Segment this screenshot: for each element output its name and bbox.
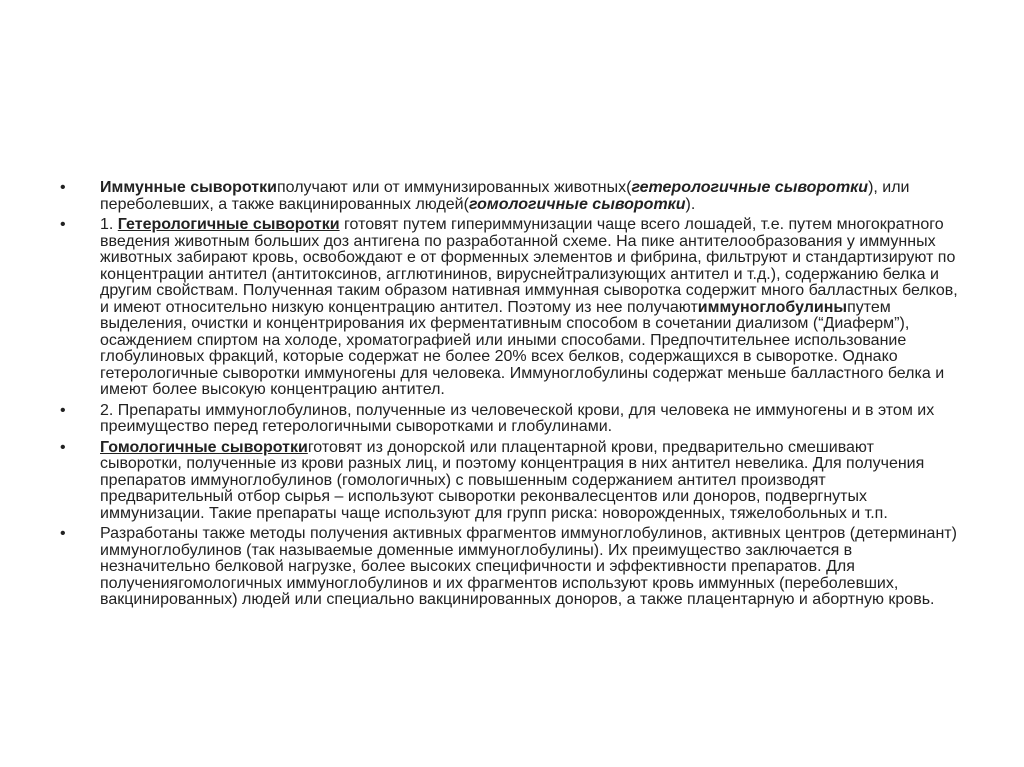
item-text: путем выделения, очистки и концентрирования их ферментативным способом в сочетании диализом (“Диаферм”), осаждением спиртом на холоде, хроматографией или иными способами. Предпочтительнее использование глобулиновых фракций, которые содержат не более 20% всех белков, содержащихся в сыворотке. Однако гетерологичные сыворотки иммуногены для человека. Иммуноглобулины содержат меньше балластного белка и имеют более высокую концентрацию антител.: [100, 298, 945, 398]
item-text: 2. Препараты иммуноглобулинов, полученные из человеческой крови, для человека не иммуногены и в этом их преимущество перед гетерологичными сыворотками и глобулинами.: [100, 401, 935, 435]
term-immunoglobulins: иммуноглобулины: [697, 298, 848, 316]
bullet-marker: •: [60, 216, 66, 233]
list-item-heterologous: [60, 217, 960, 399]
list-item-human-immunoglobulins: [60, 403, 960, 436]
item-number: 1.: [100, 216, 118, 233]
list-item-homologous: [60, 440, 960, 523]
item-text: готовят путем гипериммунизации чаще всего лошадей, т.е. путем многократного введения животным больших доз антигена по разработанной схеме. На пике антителообразования у иммунных животных забирают кровь, освобождают е от форменных элементов и фибрина, фильтруют и стандартизируют по концентрации антител (антитоксинов, агглютининов, вируснейтрализующих антител и т.д.), содержанию белка и другим свойствам. Полученная таким образом нативная иммунная сыворотка содержит много балластных белков, и имеют относительно низкую концентрацию антител. Поэтому из нее получают: [100, 216, 958, 316]
term-heterologous-sera: Гетерологичные сыворотки: [117, 216, 340, 233]
term-homologous-sera: гомологичные сыворотки: [468, 195, 686, 213]
bullet-list: [60, 180, 960, 613]
item-text: получают или от иммунизированных животных(: [276, 179, 632, 196]
list-item-fragments: [60, 526, 960, 609]
term-heterologous-sera: гетерологичные сыворотки: [631, 179, 869, 196]
item-text: ).: [685, 195, 696, 213]
bullet-marker: •: [60, 525, 66, 542]
term-immune-sera: Иммунные сыворотки: [100, 179, 277, 196]
item-text: ), или переболевших, а также вакцинированных людей(: [100, 179, 910, 213]
item-text: готовят из донорской или плацентарной крови, предварительно смешивают сыворотки, полученные из крови разных лиц, и поэтому концентрация в них антител невелика. Для получения препаратов иммуноглобулинов (гомологичных) с повышенным содержанием антител производят предварительный отбор сырья – используют сыворотки реконвалесцентов или доноров, подвергнутых иммунизации. Такие препараты чаще используют для групп риска: новорожденных, тяжелобольных и т.п.: [100, 438, 925, 522]
item-text: Разработаны также методы получения активных фрагментов иммуноглобулинов, активных центров (детерминант) иммуноглобулинов (так называемые доменные иммуноглобулины). Их преимущество заключается в незначительно белковой нагрузке, более высоких специфичности и эффективности препаратов. Для получениягомологичных иммуноглобулинов и их фрагментов используют кровь иммунных (переболевших, вакцинированных) людей или специально вакцинированных доноров, а также плацентарную и абортную кровь.: [100, 525, 957, 608]
bullet-marker: •: [60, 401, 66, 419]
list-item-immune-sera: [60, 180, 960, 213]
bullet-marker: •: [60, 438, 66, 456]
term-homologous-sera: Гомологичные сыворотки: [100, 438, 308, 456]
bullet-marker: •: [60, 179, 66, 196]
